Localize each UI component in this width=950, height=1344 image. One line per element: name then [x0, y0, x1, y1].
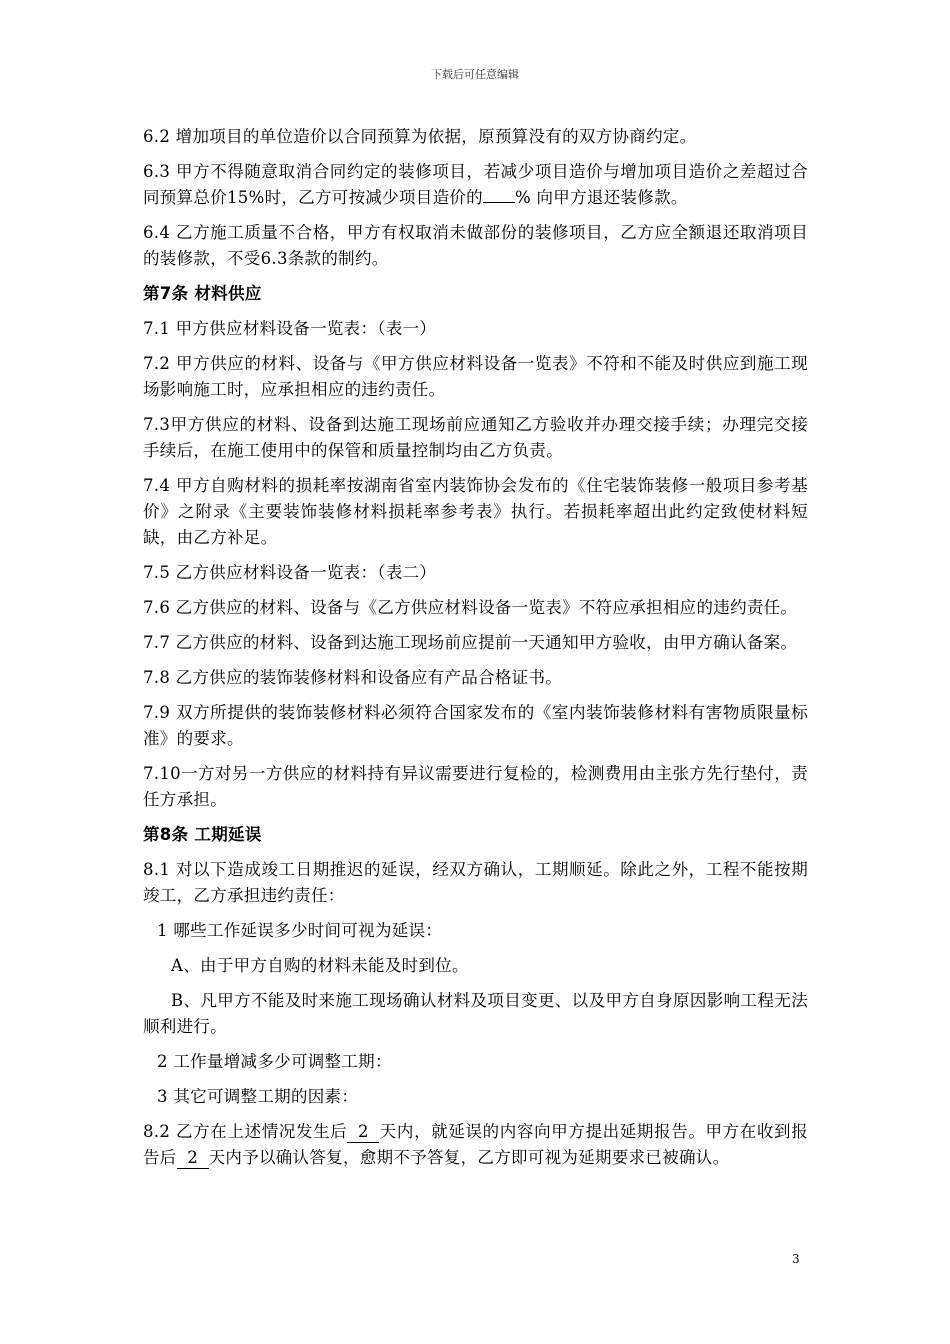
section-heading-8: 第8条 工期延误: [143, 825, 262, 844]
clause-6-3: [143, 159, 808, 211]
clause-7-6: 7.6 乙方供应的材料、设备与《乙方供应材料设备一览表》不符应承担相应的违约责任。: [143, 598, 798, 617]
clause-7-5: 7.5 乙方供应材料设备一览表：（表二）: [143, 563, 437, 582]
refund-percent-blank: [483, 202, 515, 203]
clause-8-2: [143, 1119, 808, 1171]
clause-8-2-text-c: 天内予以确认答复，愈期不予答复，乙方即可视为延期要求已被确认。: [208, 1148, 730, 1167]
clause-7-7: 7.7 乙方供应的材料、设备到达施工现场前应提前一天通知甲方验收，由甲方确认备案。: [143, 633, 798, 652]
clause-6-3-text-a: 6.3 甲方不得随意取消合同约定的装修项目，若减少项目造价与增加项目造价之差超过合同预算总价15%时，乙方可按减少项目造价的: [143, 162, 808, 207]
clause-7-8: 7.8 乙方供应的装饰装修材料和设备应有产品合格证书。: [143, 668, 563, 687]
clause-8-1-item-2: 2 工作量增减多少可调整工期：: [157, 1052, 392, 1071]
clause-6-4: 6.4 乙方施工质量不合格，甲方有权取消未做部份的装修项目，乙方应全额退还取消项目的装修款，不受6.3条款的制约。: [143, 223, 808, 268]
clause-8-2-text-a: 8.2 乙方在上述情况发生后: [143, 1122, 348, 1141]
clause-7-10: 7.10一方对另一方供应的材料持有异议需要进行复检的，检测费用由主张方先行垫付，责任方承担。: [143, 764, 808, 809]
document-body: [143, 124, 808, 1180]
clause-7-9: 7.9 双方所提供的装饰装修材料必须符合国家发布的《室内装饰装修材料有害物质限量标准》的要求。: [143, 703, 808, 748]
clause-8-2-text-b: 天内，就延误的内容向甲方提出延期报告。甲方在收到报告后: [143, 1122, 809, 1167]
clause-8-1-item-b: B、凡甲方不能及时来施工现场确认材料及项目变更、以及甲方自身原因影响工程无法顺利进行。: [143, 991, 808, 1036]
clause-8-1: 8.1 对以下造成竣工日期推迟的延误，经双方确认，工期顺延。除此之外，工程不能按期竣工，乙方承担违约责任：: [143, 860, 808, 905]
clause-7-2: 7.2 甲方供应的材料、设备与《甲方供应材料设备一览表》不符和不能及时供应到施工现场影响施工时，应承担相应的违约责任。: [143, 354, 808, 399]
reply-days-blank: 2: [177, 1148, 209, 1169]
clause-7-4: 7.4 甲方自购材料的损耗率按湖南省室内装饰协会发布的《住宅装饰装修一般项目参考基价》之附录《主要装饰装修材料损耗率参考表》执行。若损耗率超出此约定致使材料短缺，由乙方补足。: [143, 476, 808, 547]
clause-8-1-item-1: 1 哪些工作延误多少时间可视为延误：: [157, 921, 443, 940]
page-header: 下载后可任意编辑: [431, 68, 519, 81]
report-days-blank: 2: [347, 1122, 379, 1143]
clause-6-3-text-b: % 向甲方退还装修款。: [514, 188, 688, 207]
clause-7-3: 7.3甲方供应的材料、设备到达施工现场前应通知乙方验收并办理交接手续；办理完交接手续后，在施工使用中的保管和质量控制均由乙方负责。: [143, 415, 808, 460]
clause-8-1-item-3: 3 其它可调整工期的因素：: [157, 1087, 359, 1106]
clause-7-1: 7.1 甲方供应材料设备一览表：（表一）: [143, 319, 437, 338]
clause-6-2: 6.2 增加项目的单位造价以合同预算为依据，原预算没有的双方协商约定。: [143, 127, 697, 146]
section-heading-7: 第7条 材料供应: [143, 284, 262, 303]
clause-8-1-item-a: A、由于甲方自购的材料未能及时到位。: [171, 956, 469, 975]
page-number: 3: [792, 1252, 800, 1266]
